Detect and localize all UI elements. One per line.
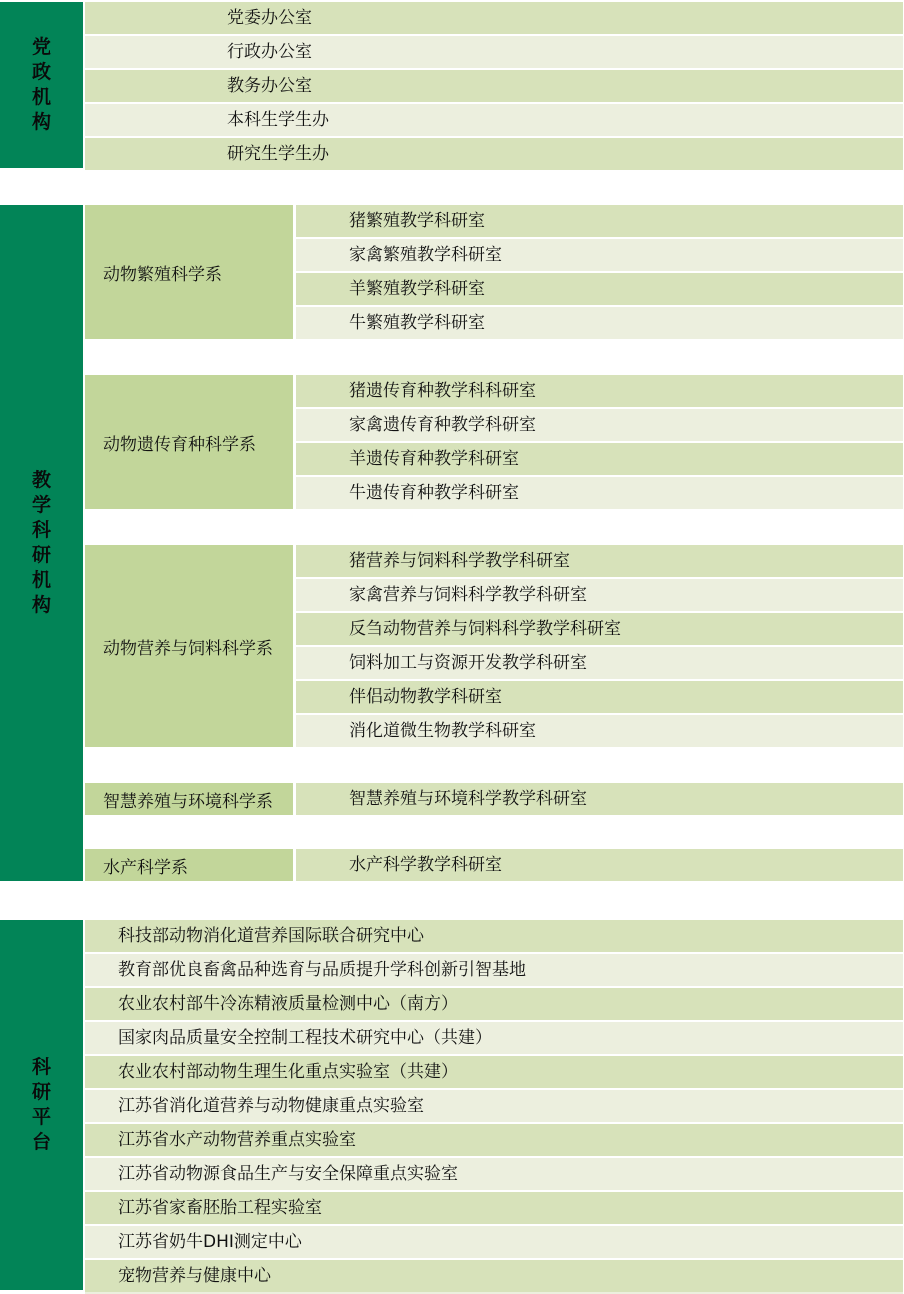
office-row: 消化道微生物教学科研室 (296, 715, 903, 747)
section-teaching-research-sidebar (0, 205, 83, 881)
office-row: 羊遗传育种教学科研室 (296, 443, 903, 475)
office-row: 伴侣动物教学科研室 (296, 681, 903, 713)
party-office-row: 研究生学生办 (85, 138, 903, 170)
section-research-platforms-label: 科研平台 (31, 1056, 51, 1153)
platform-row: 教育部优良畜禽品种选育与品质提升学科创新引智基地 (85, 954, 903, 986)
party-office-row: 本科生学生办 (85, 104, 903, 136)
office-row: 牛繁殖教学科研室 (296, 307, 903, 339)
office-row: 羊繁殖教学科研室 (296, 273, 903, 305)
platform-row: 农业农村部动物生理生化重点实验室（共建） (85, 1056, 903, 1088)
office-row: 猪繁殖教学科研室 (296, 205, 903, 237)
office-row: 猪遗传育种教学科科研室 (296, 375, 903, 407)
platform-row: 国家肉品质量安全控制工程技术研究中心（共建） (85, 1022, 903, 1054)
section-research-platforms-sidebar (0, 920, 83, 1290)
section-party-gov-sidebar (0, 2, 83, 168)
party-office-row: 教务办公室 (85, 70, 903, 102)
section-party-gov-label: 党政机构 (31, 36, 51, 133)
party-office-row: 行政办公室 (85, 36, 903, 68)
office-row: 水产科学教学科研室 (296, 849, 903, 881)
platform-row: 江苏省动物源食品生产与安全保障重点实验室 (85, 1158, 903, 1190)
platform-row: 江苏省奶牛DHI测定中心 (85, 1226, 903, 1258)
platform-row: 农业农村部牛冷冻精液质量检测中心（南方） (85, 988, 903, 1020)
office-row: 家禽繁殖教学科研室 (296, 239, 903, 271)
party-office-row: 党委办公室 (85, 2, 903, 34)
department-cell: 动物遗传育种科学系 (85, 375, 293, 509)
platform-row: 江苏省家畜胚胎工程实验室 (85, 1192, 903, 1224)
office-row: 家禽营养与饲料科学教学科研室 (296, 579, 903, 611)
platform-row: 科技部动物消化道营养国际联合研究中心 (85, 920, 903, 952)
platform-row: 江苏省消化道营养与动物健康重点实验室 (85, 1090, 903, 1122)
office-row: 家禽遗传育种教学科研室 (296, 409, 903, 441)
office-row: 反刍动物营养与饲料科学教学科研室 (296, 613, 903, 645)
department-cell: 动物繁殖科学系 (85, 205, 293, 339)
office-row: 牛遗传育种教学科研室 (296, 477, 903, 509)
office-row: 猪营养与饲料科学教学科研室 (296, 545, 903, 577)
department-cell: 动物营养与饲料科学系 (85, 545, 293, 747)
office-row: 饲料加工与资源开发教学科研室 (296, 647, 903, 679)
department-cell: 智慧养殖与环境科学系 (85, 783, 293, 815)
platform-row: 宠物营养与健康中心 (85, 1260, 903, 1292)
section-teaching-research-label: 教学科研机构 (31, 469, 51, 616)
office-row: 智慧养殖与环境科学教学科研室 (296, 783, 903, 815)
department-cell: 水产科学系 (85, 849, 293, 881)
platform-row: 江苏省水产动物营养重点实验室 (85, 1124, 903, 1156)
